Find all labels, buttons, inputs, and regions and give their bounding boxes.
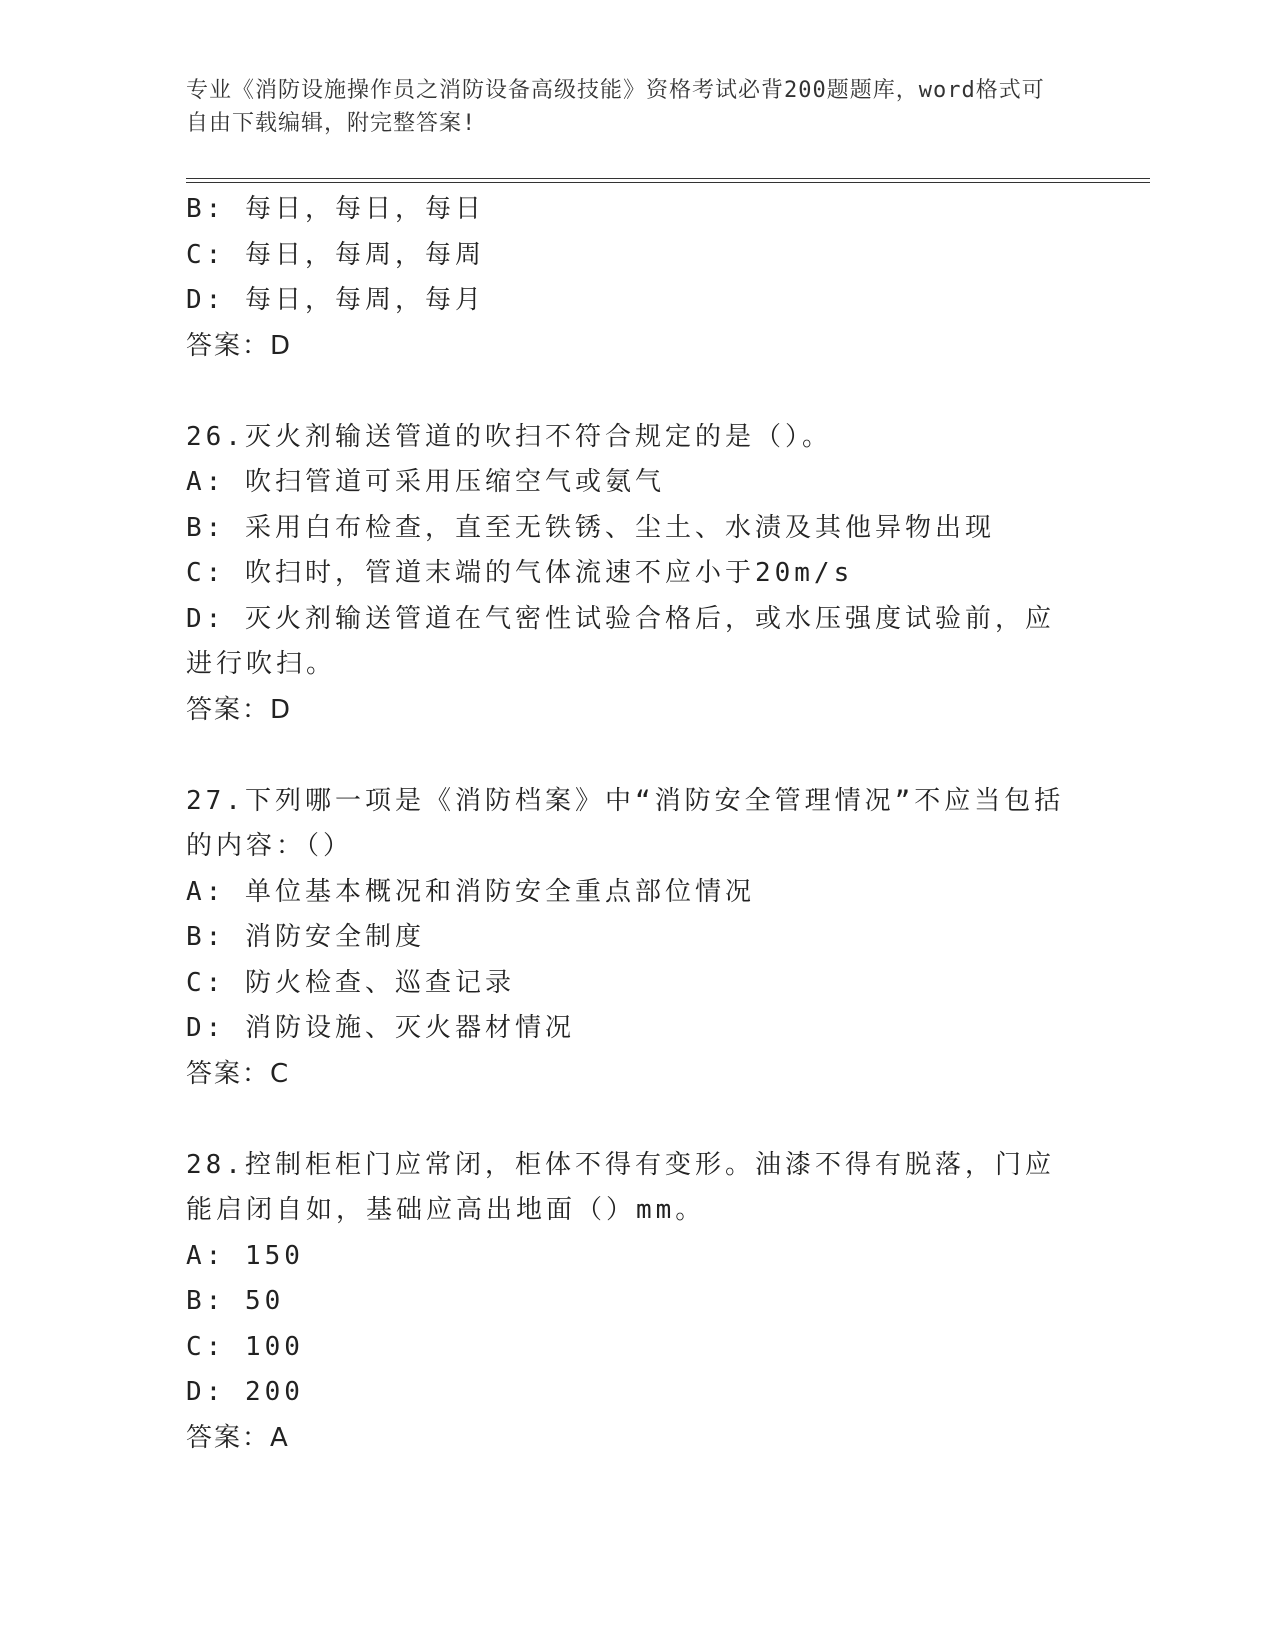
option-item: B: 采用白布检查，直至无铁锈、尘土、水渍及其他异物出现 [186, 512, 995, 543]
option-item: C: 吹扫时，管道末端的气体流速不应小于20m/s [186, 558, 854, 588]
option-item: D: 灭火剂输送管道在气密性试验合格后，或水压强度试验前，应进行吹扫。 [186, 603, 1055, 679]
header-divider-line-secondary [186, 182, 1150, 183]
option-item: C: 每日，每周，每周 [186, 239, 485, 270]
option-item: A: 单位基本概况和消防安全重点部位情况 [186, 876, 755, 907]
question-block-27 [186, 779, 1076, 1098]
header-divider-line [186, 178, 1150, 179]
option-item: D: 每日，每周，每月 [186, 285, 485, 315]
answer-label: 答案：D [186, 694, 293, 725]
question-stem: 28.控制柜柜门应常闭，柜体不得有变形。油漆不得有脱落，门应能启闭自如，基础应高出地面（）mm。 [186, 1149, 1055, 1225]
option-item: C: 100 [186, 1331, 304, 1362]
answer-label: 答案：A [186, 1422, 290, 1453]
spacer [186, 369, 1076, 415]
question-block-28 [186, 1143, 1076, 1462]
spacer [186, 1097, 1076, 1143]
answer-label: 答案：D [186, 330, 293, 361]
document-header: 专业《消防设施操作员之消防设备高级技能》资格考试必背200题题库，word格式可自由下载编辑，附完整答案! [186, 78, 1045, 136]
option-item: D: 消防设施、灭火器材情况 [186, 1013, 575, 1043]
spacer [186, 733, 1076, 779]
option-item: B: 每日，每日，每日 [186, 194, 485, 224]
carryover-block [186, 187, 1076, 369]
question-content [186, 187, 1076, 1461]
answer-label: 答案：C [186, 1058, 291, 1089]
option-item: A: 吹扫管道可采用压缩空气或氨气 [186, 467, 665, 497]
option-item: A: 150 [186, 1240, 304, 1271]
question-block-26 [186, 415, 1076, 734]
question-stem: 26.灭火剂输送管道的吹扫不符合规定的是（）。 [186, 421, 832, 452]
question-stem: 27.下列哪一项是《消防档案》中“消防安全管理情况”不应当包括的内容：（） [186, 785, 1065, 861]
option-item: D: 200 [186, 1377, 304, 1407]
option-item: B: 50 [186, 1286, 285, 1316]
option-item: C: 防火检查、巡查记录 [186, 967, 515, 998]
option-item: B: 消防安全制度 [186, 922, 425, 952]
